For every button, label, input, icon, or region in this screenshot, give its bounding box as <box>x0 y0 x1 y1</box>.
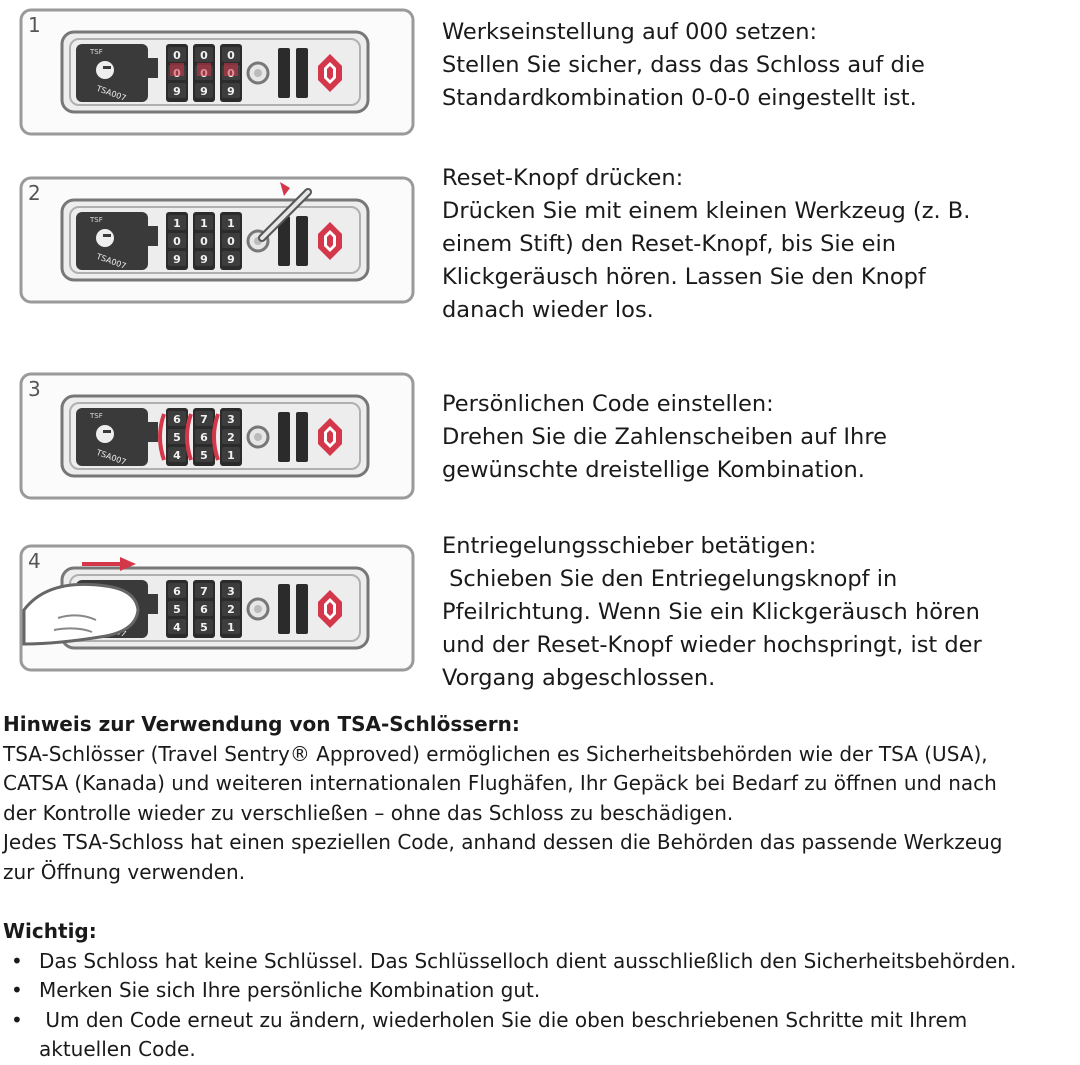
bullet-icon: • <box>11 948 23 973</box>
tsa-note-section <box>3 710 1075 1065</box>
step-3-text <box>442 388 1072 487</box>
step-line: Schieben Sie den Entriegelungsknopf in <box>442 566 898 592</box>
slider-bar <box>296 412 308 462</box>
dial-digit: 1 <box>227 621 235 634</box>
brand-mark: TSF <box>90 48 103 56</box>
dial-digit: 1 <box>227 217 235 230</box>
dial-digit: 6 <box>173 413 181 426</box>
dial-digit: 4 <box>173 449 181 462</box>
note-heading: Hinweis zur Verwendung von TSA-Schlössern: <box>3 712 520 736</box>
dial-highlight <box>197 63 211 76</box>
list-item-text: aktuellen Code. <box>39 1037 196 1061</box>
step-line: Drehen Sie die Zahlenscheiben auf Ihre <box>442 424 887 450</box>
step-number: 4 <box>28 549 41 573</box>
step-4-lock-illustration <box>18 540 418 676</box>
reset-button-center <box>254 433 262 441</box>
list-item <box>3 976 1075 1006</box>
slider-bar <box>296 48 308 98</box>
list-item-text: Merken Sie sich Ihre persönliche Kombination gut. <box>39 978 541 1002</box>
dial-digit: 9 <box>227 253 235 266</box>
note-line: der Kontrolle wieder zu verschließen – ohne das Schloss zu beschädigen. <box>3 800 734 825</box>
keyhole-slot <box>103 430 111 433</box>
dial-digit: 7 <box>200 413 208 426</box>
dial-digit: 9 <box>200 85 208 98</box>
lock-label: TSA007 <box>95 83 128 103</box>
brand-mark: TSF <box>90 216 103 224</box>
step-line: Drücken Sie mit einem kleinen Werkzeug (z. B. <box>442 198 971 224</box>
keyhole-arrow <box>148 594 158 614</box>
dial-digit: 2 <box>227 431 235 444</box>
step-3-lock-illustration <box>18 368 418 504</box>
important-list <box>3 947 1075 1065</box>
dial-highlight <box>170 63 184 76</box>
dial-digit: 0 <box>227 49 235 62</box>
dial-digit: 1 <box>173 217 181 230</box>
step-title: Werkseinstellung auf 000 setzen: <box>442 19 818 45</box>
slider-bar <box>278 412 290 462</box>
keyhole-arrow <box>148 58 158 78</box>
list-item-text: Um den Code erneut zu ändern, wiederholen Sie die oben beschriebenen Schritte mit Ihrem <box>39 1007 968 1032</box>
slider-bar <box>296 584 308 634</box>
list-item-text: Das Schloss hat keine Schlüssel. Das Schlüsselloch dient ausschließlich den Sicherheitsbehörden. <box>39 948 1017 973</box>
dial-digit: 7 <box>200 585 208 598</box>
dial-digit: 6 <box>173 585 181 598</box>
dial-digit: 4 <box>173 621 181 634</box>
slider-bar <box>296 216 308 266</box>
list-item <box>3 947 1075 977</box>
important-heading: Wichtig: <box>3 919 97 943</box>
keyhole-icon <box>96 61 114 79</box>
step-2-lock-illustration <box>18 172 418 308</box>
step-line: Vorgang abgeschlossen. <box>442 665 716 691</box>
keyhole-arrow <box>148 422 158 442</box>
step-line: einem Stift) den Reset-Knopf, bis Sie ein <box>442 231 896 257</box>
note-line: CATSA (Kanada) und weiteren internationalen Flughäfen, Ihr Gepäck bei Bedarf zu öffnen und nach <box>3 771 997 795</box>
dial-digit: 9 <box>173 85 181 98</box>
dial-highlight <box>224 63 238 76</box>
keyhole-arrow <box>148 226 158 246</box>
keyhole-icon <box>96 425 114 443</box>
note-line: TSA-Schlösser (Travel Sentry® Approved) ermöglichen es Sicherheitsbehörden wie der TSA (USA), <box>3 741 988 766</box>
dial-digit: 5 <box>173 603 181 616</box>
keyhole-icon <box>96 229 114 247</box>
brand-mark: TSF <box>90 412 103 420</box>
slider-bar <box>278 48 290 98</box>
dial-digit: 1 <box>200 217 208 230</box>
slider-bar <box>278 584 290 634</box>
bullet-icon: • <box>11 1007 23 1032</box>
dial-digit: 2 <box>227 603 235 616</box>
travel-sentry-core <box>327 430 333 444</box>
step-2-text <box>442 162 1072 327</box>
list-item <box>3 1006 1075 1065</box>
dial-digit: 6 <box>200 603 208 616</box>
step-number: 3 <box>28 377 41 401</box>
dial-digit: 5 <box>200 621 208 634</box>
bullet-icon: • <box>11 978 23 1002</box>
step-line: Standardkombination 0-0-0 eingestellt ist. <box>442 85 917 111</box>
dial-digit: 0 <box>200 49 208 62</box>
dial-digit: 0 <box>227 235 235 248</box>
dial-digit: 9 <box>173 253 181 266</box>
keyhole-slot <box>103 234 111 237</box>
lock-label: TSA007 <box>95 251 128 271</box>
note-line: zur Öffnung verwenden. <box>3 859 246 884</box>
note-line: Jedes TSA-Schloss hat einen speziellen Code, anhand dessen die Behörden das passende Werkzeug <box>3 830 1003 854</box>
dial-digit: 0 <box>200 235 208 248</box>
step-title: Persönlichen Code einstellen: <box>442 391 774 417</box>
dial-digit: 5 <box>200 449 208 462</box>
step-line: Pfeilrichtung. Wenn Sie ein Klickgeräusch hören <box>442 599 980 625</box>
travel-sentry-core <box>327 234 333 248</box>
step-line: Klickgeräusch hören. Lassen Sie den Knopf <box>442 264 926 290</box>
keyhole-slot <box>103 66 111 69</box>
dial-digit: 5 <box>173 431 181 444</box>
lock-label: TSA007 <box>95 447 128 467</box>
step-title: Reset-Knopf drücken: <box>442 165 684 191</box>
step-title: Entriegelungsschieber betätigen: <box>442 533 817 559</box>
reset-button-center <box>254 69 262 77</box>
dial-digit: 3 <box>227 413 235 426</box>
step-4-text <box>442 530 1072 695</box>
dial-digit: 0 <box>173 49 181 62</box>
step-1-lock-illustration <box>18 4 418 140</box>
step-line: Stellen Sie sicher, dass das Schloss auf die <box>442 52 925 78</box>
step-line: danach wieder los. <box>442 297 654 323</box>
step-line: gewünschte dreistellige Kombination. <box>442 457 865 483</box>
dial-digit: 9 <box>227 85 235 98</box>
step-number: 2 <box>28 181 41 205</box>
reset-button-center <box>254 605 262 613</box>
dial-digit: 0 <box>173 235 181 248</box>
dial-digit: 3 <box>227 585 235 598</box>
step-1-text <box>442 16 1072 115</box>
step-line: und der Reset-Knopf wieder hochspringt, ist der <box>442 632 982 658</box>
dial-digit: 1 <box>227 449 235 462</box>
dial-digit: 9 <box>200 253 208 266</box>
dial-digit: 6 <box>200 431 208 444</box>
step-number: 1 <box>28 13 41 37</box>
